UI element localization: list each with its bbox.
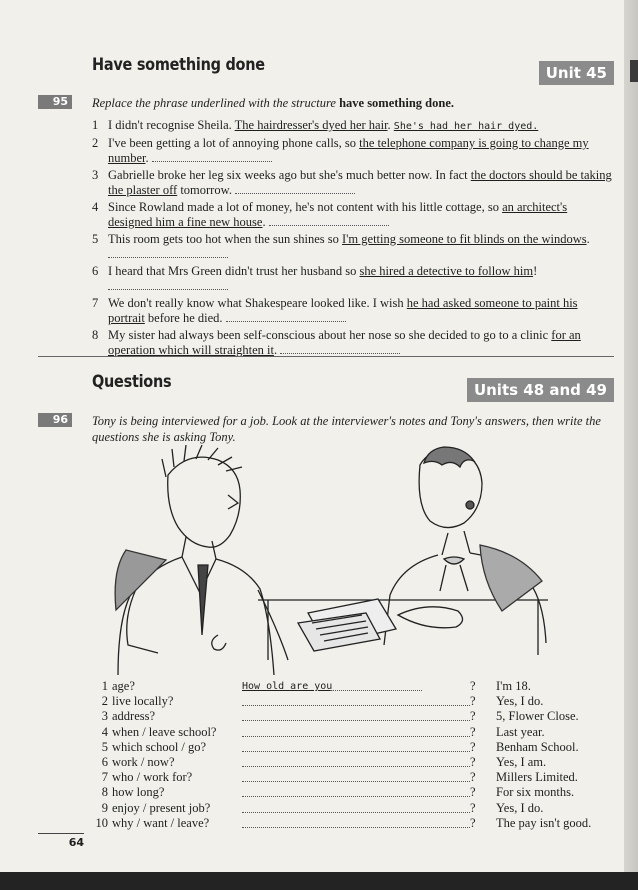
- page-number: 64: [38, 833, 84, 849]
- question-number: 3: [101, 709, 108, 724]
- question-number: 7: [101, 770, 108, 785]
- underlined-phrase: an architect's designed him a fine new house: [108, 200, 568, 229]
- unit-tab: Unit 45: [539, 61, 614, 85]
- interview-illustration: [108, 445, 568, 675]
- underlined-phrase: he had asked someone to paint his portrait: [108, 296, 578, 325]
- section-title-have-something-done: Have something done: [92, 55, 265, 75]
- interviewer-note: when / leave school?: [112, 724, 217, 739]
- underlined-phrase: The hairdresser's dyed her hair: [234, 118, 388, 132]
- question-answer-line[interactable]: [242, 766, 470, 767]
- exercise-number-96: 96: [38, 413, 72, 427]
- exercise-95-instruction: [92, 95, 454, 111]
- question-row: [90, 770, 610, 785]
- interviewer-note: who / work for?: [112, 770, 193, 785]
- tony-reply: The pay isn't good.: [496, 815, 592, 830]
- scan-edge: [0, 872, 638, 890]
- question-number: 2: [101, 694, 108, 709]
- interviewer-note: age?: [112, 679, 135, 693]
- underlined-phrase: I'm getting someone to fit blinds on the windows: [342, 232, 587, 246]
- instruction-italic: Replace the phrase underlined with the structure: [92, 96, 336, 110]
- answer-line[interactable]: [280, 343, 400, 354]
- interviewer-note: live locally?: [112, 694, 174, 709]
- underlined-phrase: she hired a detective to follow him: [359, 264, 534, 278]
- question-mark: ?: [470, 770, 476, 785]
- question-row: [90, 755, 610, 770]
- tony-reply: Last year.: [496, 724, 545, 739]
- tony-reply: Yes, I do.: [496, 800, 544, 815]
- question-row: [90, 816, 610, 831]
- question-answer-line[interactable]: [242, 827, 470, 828]
- exercise-95-item: 6 I heard that Mrs Green didn't trust her husband so she hired a detective to follow him!: [92, 264, 614, 294]
- interviewer-note: work / now?: [112, 754, 175, 769]
- question-row: [90, 709, 610, 724]
- underlined-phrase: for an operation which will straighten it: [108, 328, 581, 357]
- question-row: [90, 694, 610, 709]
- tony-reply: Yes, I do.: [496, 694, 544, 709]
- exercise-95-item: 7 We don't really know what Shakespeare looked like. I wish he had asked someone to paint his portrait before he died.: [92, 296, 578, 325]
- section-divider: [38, 356, 614, 357]
- units-tab: Units 48 and 49: [467, 378, 614, 402]
- instruction-bold: have something done.: [339, 96, 455, 110]
- question-answer-line[interactable]: [242, 751, 470, 752]
- underlined-phrase: the telephone company is going to change my number: [108, 136, 589, 165]
- question-mark: ?: [470, 709, 476, 724]
- question-row: [90, 785, 610, 800]
- question-mark: ?: [470, 739, 476, 754]
- exercise-96-instruction: Tony is being interviewed for a job. Look at the interviewer's notes and Tony's answers, then write the questions she is asking Tony.: [92, 414, 601, 444]
- tony-reply: I'm 18.: [496, 679, 531, 693]
- interviewer-note: why / want / leave?: [112, 815, 210, 830]
- question-answer-line[interactable]: [242, 705, 470, 706]
- answer-line[interactable]: [152, 151, 272, 162]
- exercise-95-item: 8 My sister had always been self-conscious about her nose so she decided to go to a clinic for an operation which will straighten it.: [92, 328, 581, 357]
- tony-reply: Benham School.: [496, 739, 579, 754]
- exercise-95-items: [92, 118, 614, 360]
- question-mark: ?: [470, 694, 476, 709]
- answer-line[interactable]: [269, 215, 389, 226]
- interviewer-note: enjoy / present job?: [112, 800, 211, 815]
- question-mark: ?: [470, 815, 476, 830]
- answer-line[interactable]: She's had her hair dyed.: [393, 121, 539, 132]
- question-answer-line[interactable]: [242, 812, 470, 813]
- question-mark: ?: [470, 754, 476, 769]
- question-row: [90, 801, 610, 816]
- question-answer-line[interactable]: [242, 796, 470, 797]
- question-row: [90, 679, 610, 694]
- section-title-questions: Questions: [92, 372, 172, 392]
- exercise-95-item: 4 Since Rowland made a lot of money, he's not content with his little cottage, so an architect's designed him a fine new house.: [92, 200, 568, 229]
- question-row: [90, 740, 610, 755]
- answer-line[interactable]: [226, 311, 346, 322]
- exercise-number-95: 95: [38, 95, 72, 109]
- question-row: [90, 725, 610, 740]
- exercise-95-item: 3 Gabrielle broke her leg six weeks ago but she's much better now. In fact the doctors should be taking the plaster off tomorrow.: [92, 168, 612, 197]
- answer-line[interactable]: [235, 183, 355, 194]
- exercise-95-item: 5 This room gets too hot when the sun shines so I'm getting someone to fit blinds on the windows.: [92, 232, 614, 262]
- question-number: 1: [101, 679, 108, 693]
- question-number: 8: [101, 785, 108, 800]
- interviewer-note: how long?: [112, 785, 165, 800]
- question-answer-line[interactable]: [242, 720, 470, 721]
- question-number: 10: [95, 815, 108, 830]
- question-number: 5: [101, 739, 108, 754]
- answer-line[interactable]: [108, 279, 228, 290]
- question-answer-line[interactable]: How old are you: [242, 681, 333, 692]
- question-number: 9: [101, 800, 108, 815]
- question-answer-line[interactable]: [242, 736, 470, 737]
- exercise-95-item: 2 I've been getting a lot of annoying phone calls, so the telephone company is going to change my number.: [92, 136, 589, 165]
- question-mark: ?: [470, 679, 476, 693]
- tony-reply: Yes, I am.: [496, 754, 547, 769]
- question-mark: ?: [470, 800, 476, 815]
- exercise-95-item: 1 I didn't recognise Sheila. The hairdresser's dyed her hair. She's had her hair dyed.: [92, 118, 539, 132]
- tony-reply: For six months.: [496, 785, 575, 800]
- underlined-phrase: the doctors should be taking the plaster off: [108, 168, 612, 197]
- dotted-line: [330, 690, 422, 691]
- interviewer-note: which school / go?: [112, 739, 207, 754]
- question-mark: ?: [470, 785, 476, 800]
- question-number: 4: [101, 724, 108, 739]
- question-mark: ?: [470, 724, 476, 739]
- tony-reply: Millers Limited.: [496, 770, 578, 785]
- question-number: 6: [101, 754, 108, 769]
- interviewer-note: address?: [112, 709, 156, 724]
- exercise-96-list: [90, 679, 610, 831]
- book-spine: [624, 0, 638, 890]
- answer-line[interactable]: [108, 247, 228, 258]
- tony-reply: 5, Flower Close.: [496, 709, 579, 724]
- question-answer-line[interactable]: [242, 781, 470, 782]
